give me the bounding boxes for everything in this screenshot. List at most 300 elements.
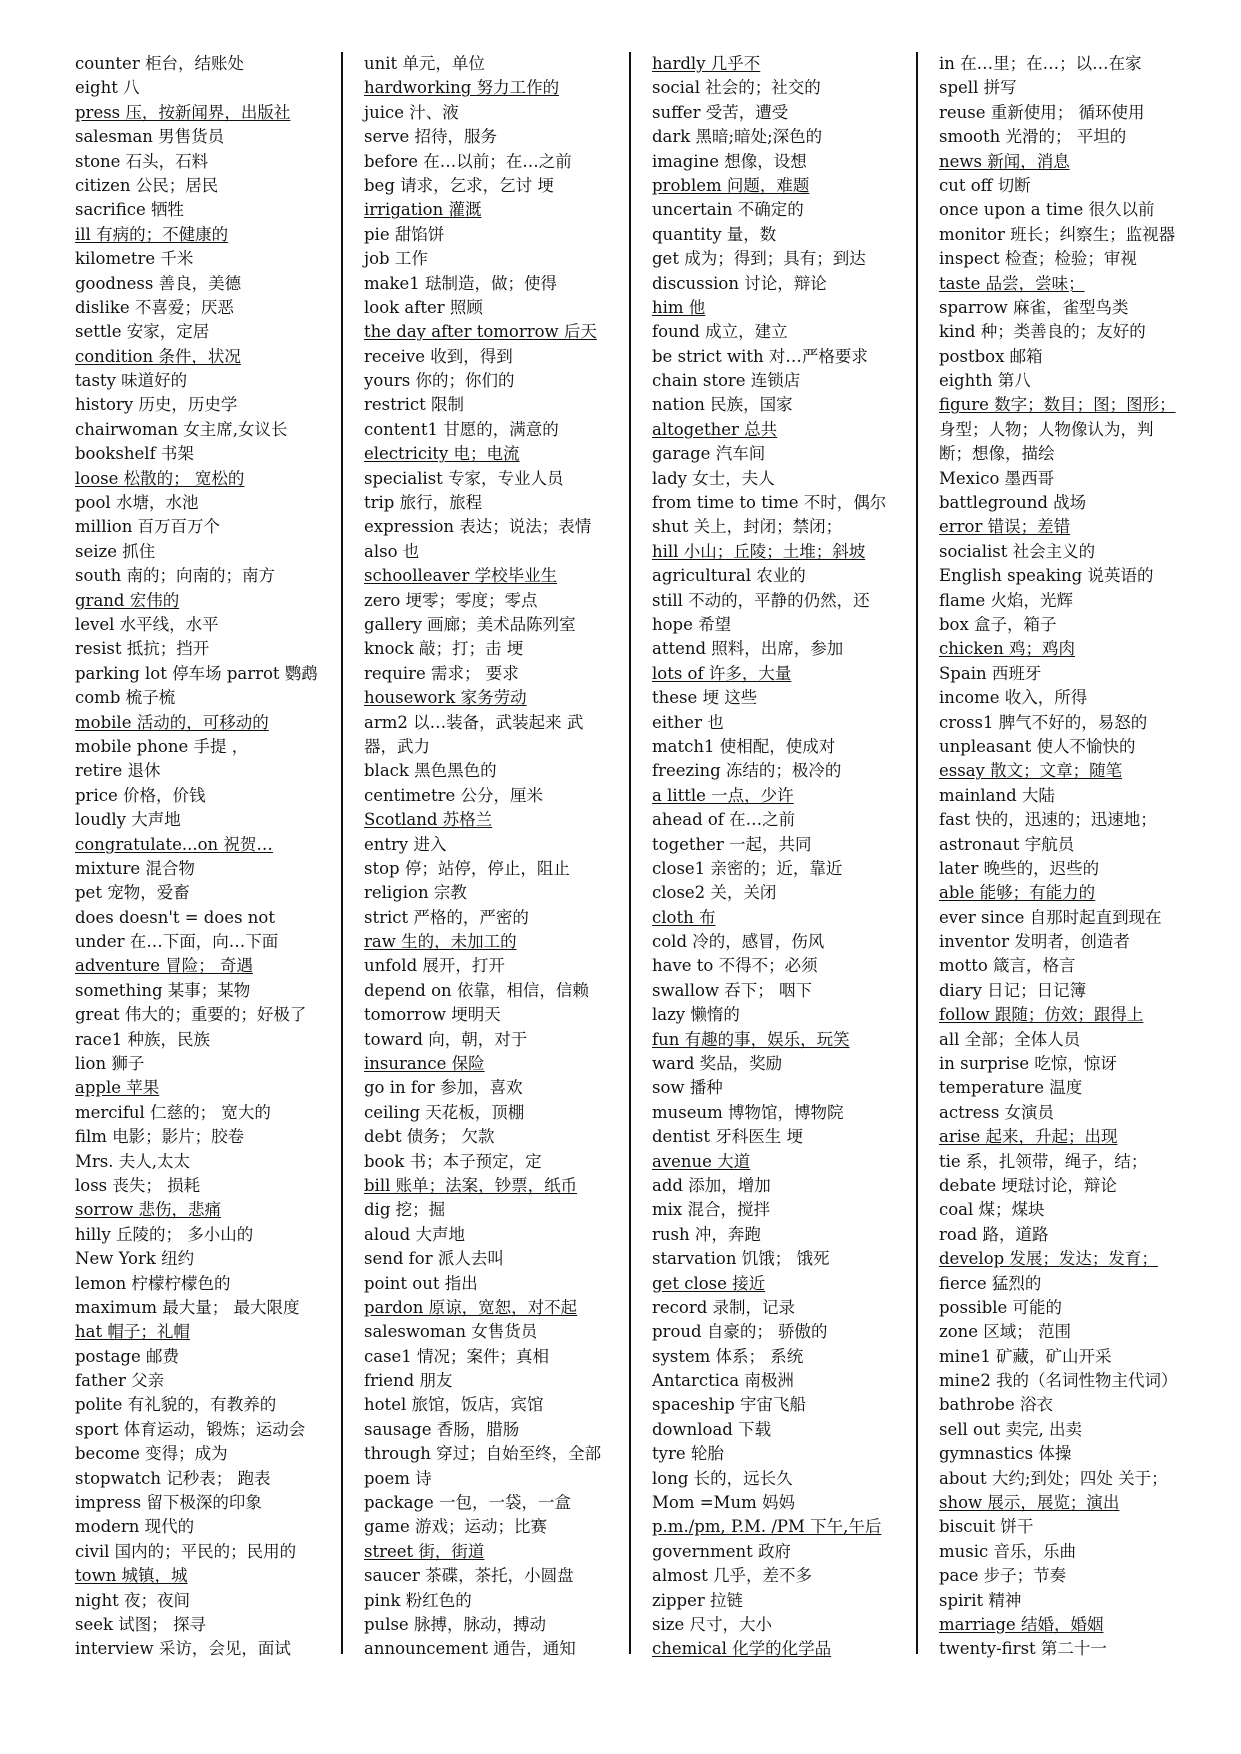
vocab-entry-text: chain store 连锁店 — [652, 371, 801, 391]
vocab-entry-text: English speaking 说英语的 — [939, 566, 1154, 586]
vocab-entry-text: cold 冷的，感冒，伤风 — [652, 932, 825, 952]
vocab-entry — [364, 345, 626, 369]
vocab-entry-text: postbox 邮箱 — [939, 346, 1043, 366]
vocab-entry-text: serve 招待，服务 — [364, 127, 497, 147]
vocab-entry — [364, 515, 626, 539]
vocab-entry — [364, 320, 626, 344]
vocab-entry — [939, 198, 1201, 222]
vocab-entry-text: require 需求； 要求 — [364, 663, 519, 683]
vocab-entry-text: content1 甘愿的，满意的 — [364, 419, 559, 439]
vocab-entry-text: error 错误；差错 — [939, 517, 1071, 537]
vocab-entry-text: debt 债务； 欠款 — [364, 1127, 495, 1147]
vocab-entry — [75, 1076, 337, 1100]
vocab-entry-text: New York 纽约 — [75, 1249, 195, 1269]
vocab-entry — [75, 833, 337, 857]
vocab-entry — [939, 637, 1201, 661]
vocab-entry — [75, 711, 337, 735]
vocab-entry-text: p.m./pm, P.M. /PM 下午,午后 — [652, 1517, 882, 1537]
vocab-entry — [364, 101, 626, 125]
vocab-entry — [75, 857, 337, 881]
vocab-entry — [652, 1589, 914, 1613]
vocab-entry-text: history 历史，历史学 — [75, 395, 238, 415]
vocab-entry-text: get close 接近 — [652, 1273, 766, 1293]
vocab-entry-text: essay 散文；文章；随笔 — [939, 761, 1123, 781]
vocab-entry — [364, 1418, 626, 1442]
vocab-entry — [364, 296, 626, 320]
vocab-entry — [939, 272, 1201, 296]
vocab-entry-text: spirit 精神 — [939, 1590, 1022, 1610]
vocab-entry-text: something 某事；某物 — [75, 980, 251, 1000]
vocab-entry-text: download 下载 — [652, 1419, 772, 1439]
vocab-entry-text: sparrow 麻雀，雀型鸟类 — [939, 297, 1129, 317]
vocab-entry — [364, 613, 626, 637]
vocab-entry — [652, 857, 914, 881]
vocab-entry — [364, 1540, 626, 1564]
vocab-entry-text: monitor 班长；纠察生；监视器 — [939, 224, 1176, 244]
vocab-entry-text: apple 苹果 — [75, 1078, 160, 1098]
vocab-entry-text: unfold 展开，打开 — [364, 956, 505, 976]
vocab-entry — [939, 1223, 1201, 1247]
vocab-entry — [652, 979, 914, 1003]
vocab-entry — [939, 418, 1201, 442]
vocab-entry-text: mixture 混合物 — [75, 858, 195, 878]
vocab-entry-text: book 书；本子预定，定 — [364, 1151, 542, 1171]
vocab-entry-text: impress 留下极深的印象 — [75, 1493, 262, 1513]
vocab-entry — [75, 662, 337, 686]
vocab-entry — [652, 954, 914, 978]
vocab-entry-text: schoolleaver 学校毕业生 — [364, 566, 558, 586]
vocab-entry-text: in surprise 吃惊，惊讶 — [939, 1054, 1117, 1074]
vocab-entry-text: add 添加，增加 — [652, 1175, 771, 1195]
vocab-entry — [75, 1052, 337, 1076]
vocab-entry-text: fierce 猛烈的 — [939, 1273, 1042, 1293]
vocab-entry — [652, 393, 914, 417]
vocab-entry — [75, 1515, 337, 1539]
vocab-entry-text: salesman 男售货员 — [75, 127, 225, 147]
vocab-entry-text: zipper 拉链 — [652, 1590, 743, 1610]
vocab-entry — [652, 613, 914, 637]
vocab-entry — [652, 101, 914, 125]
vocab-entry — [652, 1076, 914, 1100]
vocab-entry — [652, 272, 914, 296]
vocab-entry-text: diary 日记；日记簿 — [939, 980, 1087, 1000]
vocab-entry — [364, 1637, 626, 1661]
vocab-entry-text: long 长的，远长久 — [652, 1468, 793, 1488]
vocab-entry-text: coal 煤；煤块 — [939, 1200, 1045, 1220]
vocab-entry-text: retire 退休 — [75, 761, 161, 781]
vocab-entry-text: rush 冲，奔跑 — [652, 1224, 761, 1244]
vocab-entry — [939, 515, 1201, 539]
vocab-entry — [75, 735, 337, 759]
vocab-entry — [364, 540, 626, 564]
vocab-entry — [652, 320, 914, 344]
vocab-entry-text: insurance 保险 — [364, 1054, 485, 1074]
vocab-entry-text: unpleasant 使人不愉快的 — [939, 736, 1136, 756]
vocab-entry — [75, 198, 337, 222]
vocab-entry-text: saucer 茶碟，茶托，小圆盘 — [364, 1566, 574, 1586]
vocab-entry-text: hardworking 努力工作的 — [364, 78, 560, 98]
vocab-entry-text: ahead of 在…之前 — [652, 810, 796, 830]
vocab-entry — [75, 1637, 337, 1661]
vocab-entry-text: centimetre 公分，厘米 — [364, 785, 543, 805]
vocab-entry-text: merciful 仁慈的； 宽大的 — [75, 1102, 271, 1122]
vocab-entry-text: stone 石头，石料 — [75, 151, 209, 171]
vocab-entry-text: almost 几乎，差不多 — [652, 1566, 813, 1586]
vocab-entry-text: dislike 不喜爱；厌恶 — [75, 297, 234, 317]
vocab-entry-text: toward 向，朝，对于 — [364, 1029, 528, 1049]
vocab-entry — [364, 979, 626, 1003]
vocab-entry-text: zone 区域； 范围 — [939, 1322, 1072, 1342]
vocab-entry — [75, 76, 337, 100]
vocab-entry — [364, 1028, 626, 1052]
vocab-entry — [652, 1320, 914, 1344]
vocab-entry — [939, 1101, 1201, 1125]
vocab-entry-text: problem 问题，难题 — [652, 175, 810, 195]
vocab-entry-text: Mom =Mum 妈妈 — [652, 1493, 795, 1513]
column-divider — [629, 52, 631, 1654]
vocab-entry — [939, 1418, 1201, 1442]
vocab-entry-text: send for 派人去叫 — [364, 1249, 504, 1269]
vocab-entry — [364, 662, 626, 686]
vocab-entry-text: either 也 — [652, 712, 724, 732]
vocab-entry-text: civil 国内的；平民的；民用的 — [75, 1541, 297, 1561]
vocab-entry-text: lady 女士，夫人 — [652, 468, 775, 488]
vocab-entry-text: settle 安家，定居 — [75, 322, 210, 342]
vocab-entry — [364, 1467, 626, 1491]
vocab-entry-text: social 社会的；社交的 — [652, 78, 821, 98]
vocab-entry-text: follow 跟随；仿效；跟得上 — [939, 1005, 1144, 1025]
vocab-entry-text: interview 采访，会见，面试 — [75, 1639, 291, 1659]
vocab-entry — [364, 1442, 626, 1466]
vocab-entry-text: lots of 许多，大量 — [652, 663, 792, 683]
vocab-entry — [75, 906, 337, 930]
vocab-entry — [652, 174, 914, 198]
vocab-entry-text: close1 亲密的；近，靠近 — [652, 858, 843, 878]
vocab-entry-text: get 成为；得到；具有；到达 — [652, 249, 866, 269]
vocab-entry — [652, 1515, 914, 1539]
vocab-entry-text: able 能够；有能力的 — [939, 883, 1096, 903]
vocab-entry — [75, 1247, 337, 1271]
vocab-entry-text: entry 进入 — [364, 834, 447, 854]
vocab-entry-text: actress 女演员 — [939, 1102, 1055, 1122]
vocab-entry-text: ward 奖品，奖励 — [652, 1054, 783, 1074]
vocab-entry-text: agricultural 农业的 — [652, 566, 806, 586]
vocab-entry — [75, 272, 337, 296]
vocab-entry-text: lazy 懒惰的 — [652, 1005, 740, 1025]
vocab-entry — [75, 369, 337, 393]
vocab-entry-text: Mrs. 夫人,太太 — [75, 1151, 190, 1171]
vocab-entry — [939, 1076, 1201, 1100]
vocab-entry — [364, 1613, 626, 1637]
vocab-entry-text: motto 箴言，格言 — [939, 956, 1076, 976]
vocab-entry-text: nation 民族，国家 — [652, 395, 793, 415]
vocab-entry-text: street 街，街道 — [364, 1541, 485, 1561]
vocab-entry — [939, 1296, 1201, 1320]
vocab-entry — [75, 515, 337, 539]
vocab-entry-text: mine1 矿藏，矿山开采 — [939, 1346, 1112, 1366]
vocab-entry — [75, 247, 337, 271]
vocab-entry-text: sacrifice 牺牲 — [75, 200, 184, 220]
vocab-entry-text: together 一起，共同 — [652, 834, 812, 854]
vocab-entry-text: make1 琺制造，做；使得 — [364, 273, 557, 293]
vocab-entry — [939, 1345, 1201, 1369]
vocab-entry — [652, 759, 914, 783]
vocab-entry — [364, 881, 626, 905]
vocab-entry — [75, 174, 337, 198]
vocab-entry-text: fun 有趣的事，娱乐，玩笑 — [652, 1029, 850, 1049]
vocab-entry-text: match1 使相配，使成对 — [652, 736, 836, 756]
vocab-entry — [75, 1393, 337, 1417]
vocab-entry-text: sell out 卖完, 出卖 — [939, 1419, 1082, 1439]
vocab-entry — [652, 833, 914, 857]
vocab-entry-text: tomorrow 埂明天 — [364, 1005, 501, 1025]
vocab-entry — [364, 930, 626, 954]
vocab-entry — [652, 1198, 914, 1222]
vocab-entry-text: battleground 战场 — [939, 493, 1087, 513]
vocab-entry — [75, 1174, 337, 1198]
vocab-entry-text: zero 埂零；零度；零点 — [364, 590, 538, 610]
vocab-entry — [939, 174, 1201, 198]
vocab-entry — [364, 150, 626, 174]
vocab-entry-text: inventor 发明者，创造者 — [939, 932, 1130, 952]
vocab-entry-text: pace 步子；节奏 — [939, 1566, 1067, 1586]
vocab-entry-text: the day after tomorrow 后天 — [364, 322, 597, 342]
vocab-entry — [939, 613, 1201, 637]
vocab-entry — [939, 662, 1201, 686]
vocab-entry-text: film 电影；影片；胶卷 — [75, 1127, 245, 1147]
vocab-entry-text: expression 表达；说法；表情 — [364, 517, 592, 537]
vocab-entry — [652, 881, 914, 905]
vocab-entry — [75, 589, 337, 613]
vocab-entry — [75, 1613, 337, 1637]
vocab-entry — [75, 1101, 337, 1125]
vocab-entry-text: close2 关，关闭 — [652, 883, 777, 903]
vocab-entry-text: sorrow 悲伤，悲痛 — [75, 1200, 221, 1220]
vocab-entry-text: lion 狮子 — [75, 1054, 145, 1074]
vocab-entry — [939, 52, 1201, 76]
vocab-entry — [652, 1150, 914, 1174]
vocab-entry-text: road 路，道路 — [939, 1224, 1049, 1244]
vocab-entry-text: found 成立，建立 — [652, 322, 788, 342]
vocab-entry — [652, 345, 914, 369]
vocab-entry — [939, 1052, 1201, 1076]
vocab-entry — [652, 1052, 914, 1076]
vocab-entry — [75, 1125, 337, 1149]
vocab-entry — [939, 1589, 1201, 1613]
vocab-entry — [939, 442, 1201, 466]
vocab-entry — [939, 735, 1201, 759]
vocab-entry-text: does doesn't = does not — [75, 907, 275, 927]
vocab-entry-text: housework 家务劳动 — [364, 688, 527, 708]
vocab-entry-text: biscuit 饼干 — [939, 1517, 1034, 1537]
vocab-entry — [364, 759, 626, 783]
vocab-entry — [939, 125, 1201, 149]
vocab-entry-text: tasty 味道好的 — [75, 371, 188, 391]
vocab-entry — [364, 491, 626, 515]
vocab-entry-text: fast 快的，迅速的；迅速地； — [939, 810, 1157, 830]
vocab-entry-text: eight 八 — [75, 78, 140, 98]
vocab-entry-text: astronaut 宇航员 — [939, 834, 1075, 854]
vocab-entry — [364, 1150, 626, 1174]
vocab-entry — [75, 1467, 337, 1491]
vocab-entry — [364, 76, 626, 100]
vocab-entry — [939, 906, 1201, 930]
vocab-entry-text: inspect 检查；检验；审视 — [939, 249, 1137, 269]
vocab-entry-text: dig 挖；掘 — [364, 1200, 446, 1220]
vocab-entry — [75, 979, 337, 1003]
vocab-entry-text: develop 发展；发达；发育； — [939, 1249, 1158, 1269]
vocab-entry — [364, 272, 626, 296]
vocab-entry-text: pardon 原谅，宽恕，对不起 — [364, 1297, 578, 1317]
vocab-entry — [939, 1540, 1201, 1564]
vocab-entry — [652, 125, 914, 149]
vocab-entry-text: adventure 冒险； 奇遇 — [75, 956, 254, 976]
vocab-entry — [75, 1198, 337, 1222]
vocab-entry-text: 断；想像，描绘 — [939, 444, 1055, 464]
vocab-entry-text: arise 起来，升起；出现 — [939, 1127, 1118, 1147]
vocab-entry — [364, 1369, 626, 1393]
vocab-entry-text: kind 种；类善良的；友好的 — [939, 322, 1146, 342]
vocab-entry — [364, 52, 626, 76]
vocab-entry-text: night 夜；夜间 — [75, 1590, 190, 1610]
vocab-entry-text: through 穿过；自始至终，全部 — [364, 1444, 602, 1464]
vocab-entry — [939, 1150, 1201, 1174]
vocab-entry-text: uncertain 不确定的 — [652, 200, 804, 220]
vocab-entry-text: spell 拼写 — [939, 78, 1017, 98]
vocab-entry-text: suffer 受苦，遭受 — [652, 102, 789, 122]
vocab-entry-text: look after 照顾 — [364, 297, 483, 317]
vocab-entry-text: Scotland 苏格兰 — [364, 810, 493, 830]
vocab-entry — [939, 930, 1201, 954]
vocab-entry — [364, 467, 626, 491]
vocab-entry — [939, 1613, 1201, 1637]
vocab-entry — [75, 418, 337, 442]
vocab-entry-text: saleswoman 女售货员 — [364, 1322, 538, 1342]
vocab-entry-text: bookshelf 书架 — [75, 444, 194, 464]
vocab-entry-text: polite 有礼貌的，有教养的 — [75, 1395, 277, 1415]
vocab-entry — [652, 76, 914, 100]
vocab-entry-text: garage 汽车间 — [652, 444, 766, 464]
vocab-entry — [939, 345, 1201, 369]
vocab-entry — [364, 564, 626, 588]
vocab-entry-text: irrigation 灌溉 — [364, 200, 482, 220]
vocab-entry — [939, 1028, 1201, 1052]
vocab-entry — [75, 686, 337, 710]
vocab-entry-text: hill 小山；丘陵；土堆；斜坡 — [652, 541, 866, 561]
vocab-entry-text: hotel 旅馆，饭店，宾馆 — [364, 1395, 544, 1415]
vocab-entry-text: million 百万百万个 — [75, 517, 221, 537]
vocab-entry-text: press 压，按新闻界，出版社 — [75, 102, 291, 122]
vocab-column-2 — [364, 52, 626, 1662]
vocab-entry — [652, 491, 914, 515]
vocab-entry — [939, 1174, 1201, 1198]
vocab-entry — [75, 1589, 337, 1613]
vocab-entry — [364, 1589, 626, 1613]
vocab-entry — [939, 1442, 1201, 1466]
vocab-entry — [364, 1003, 626, 1027]
vocab-entry — [364, 637, 626, 661]
vocab-entry-text: news 新闻，消息 — [939, 151, 1070, 171]
vocab-entry — [75, 540, 337, 564]
vocab-entry — [75, 930, 337, 954]
vocab-entry — [652, 906, 914, 930]
vocab-entry-text: counter 柜台，结账处 — [75, 54, 244, 73]
vocab-entry — [939, 540, 1201, 564]
vocab-entry-text: avenue 大道 — [652, 1151, 751, 1171]
vocab-entry — [364, 1393, 626, 1417]
vocab-entry-text: a little 一点，少许 — [652, 785, 794, 805]
vocab-entry-text: ill 有病的；不健康的 — [75, 224, 229, 244]
vocab-entry — [652, 735, 914, 759]
vocab-entry-text: strict 严格的，严密的 — [364, 907, 529, 927]
vocab-entry-text: go in for 参加，喜欢 — [364, 1078, 523, 1098]
vocab-entry — [652, 1637, 914, 1661]
vocab-entry — [364, 393, 626, 417]
vocab-entry-text: black 黑色黑色的 — [364, 761, 497, 781]
vocab-entry — [75, 52, 337, 76]
vocab-entry — [75, 1150, 337, 1174]
vocab-entry-text: cloth 布 — [652, 907, 716, 927]
vocab-entry — [652, 1028, 914, 1052]
vocab-entry — [939, 881, 1201, 905]
vocab-entry — [939, 1272, 1201, 1296]
vocab-entry — [652, 223, 914, 247]
vocab-entry — [75, 954, 337, 978]
vocab-entry — [939, 1198, 1201, 1222]
vocab-entry-text: Mexico 墨西哥 — [939, 468, 1055, 488]
vocab-entry-text: have to 不得不；必须 — [652, 956, 818, 976]
vocab-entry-text: income 收入，所得 — [939, 688, 1088, 708]
vocab-entry — [364, 1491, 626, 1515]
vocab-entry-text: level 水平线，水平 — [75, 614, 219, 634]
vocab-entry-text: town 城镇，城 — [75, 1566, 188, 1586]
vocab-column-4 — [939, 52, 1201, 1662]
vocab-entry — [75, 881, 337, 905]
vocab-entry — [364, 589, 626, 613]
vocab-entry-text: loss 丧失； 损耗 — [75, 1175, 201, 1195]
vocab-entry-text: beg 请求，乞求，乞讨 埂 — [364, 175, 554, 195]
vocab-entry — [939, 1564, 1201, 1588]
vocab-entry — [939, 247, 1201, 271]
vocab-entry — [364, 686, 626, 710]
vocab-entry — [939, 320, 1201, 344]
vocab-entry-text: restrict 限制 — [364, 395, 465, 415]
vocab-entry — [364, 735, 626, 759]
vocab-entry — [652, 1564, 914, 1588]
vocab-entry-text: stop 停；站停，停止，阻止 — [364, 858, 570, 878]
vocab-entry — [75, 1345, 337, 1369]
vocab-entry — [939, 393, 1201, 417]
vocab-entry — [939, 711, 1201, 735]
vocab-entry-text: from time to time 不时，偶尔 — [652, 493, 887, 513]
vocab-entry-text: yours 你的；你们的 — [364, 371, 515, 391]
vocab-entry-text: price 价格，价钱 — [75, 785, 206, 805]
vocab-entry — [939, 296, 1201, 320]
vocab-entry-text: mine2 我的（名词性物主代词） — [939, 1371, 1178, 1391]
vocab-entry-text: point out 指出 — [364, 1273, 478, 1293]
vocab-entry-text: record 录制，记录 — [652, 1297, 796, 1317]
column-divider — [341, 52, 343, 1654]
vocab-entry — [75, 1491, 337, 1515]
vocab-entry-text: taste 品尝，尝味； — [939, 273, 1085, 293]
vocab-entry-text: maximum 最大量； 最大限度 — [75, 1297, 300, 1317]
vocab-entry — [75, 1003, 337, 1027]
vocab-entry — [364, 1345, 626, 1369]
vocab-entry-text: stopwatch 记秒表； 跑表 — [75, 1468, 271, 1488]
vocab-entry-text: sausage 香肠，腊肠 — [364, 1419, 520, 1439]
vocab-entry-text: hope 希望 — [652, 614, 732, 634]
vocab-entry — [364, 906, 626, 930]
